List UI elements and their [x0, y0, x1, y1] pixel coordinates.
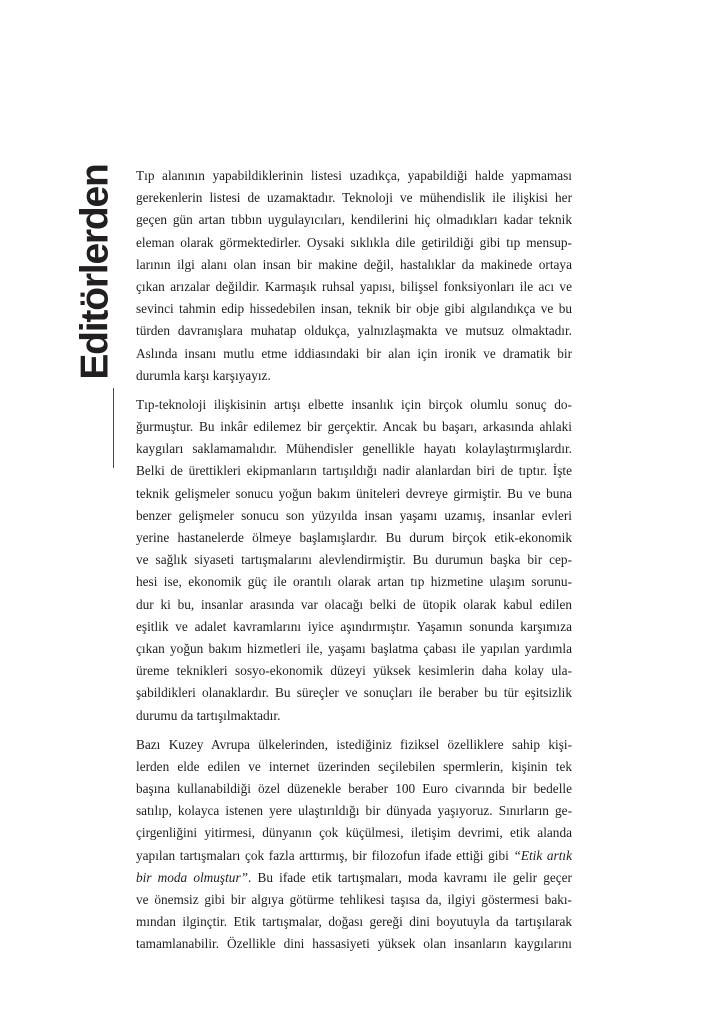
title-divider-rule	[113, 388, 114, 468]
text-line-with-quote-end	[136, 867, 572, 889]
quote-text-part2: bir moda olmuştur”	[136, 869, 249, 885]
text-line: hesi ise, ekonomik güç ile orantılı olarak artan tıp hizmetine ulaşım sorunu-	[136, 574, 572, 590]
text-line: mından ilginçtir. Etik tartışmalar, doğası gereği dini boyutuyla da tartışılarak	[136, 914, 572, 930]
text-line: eşitlik ve adalet kavramlarını iyice aşındırmıştır. Yaşamın sonunda karşımıza	[136, 618, 572, 634]
text-line: tamamlanabilir. Özellikle dini hassasiyeti yüksek olan insanların kaygılarını	[136, 936, 572, 952]
text-line: Belki de ürettikleri ekipmanların tartışıldığı nadir alanlardan biri de tıptır. İşte	[136, 463, 572, 479]
text-line: çıkan yoğun bakım hizmetleri ile, yaşamı başlatma çabası ile yapılan yardımla	[136, 640, 572, 656]
line-text: yapılan tartışmaları çok fazla arttırmış, bir filozofun ifade ettiği gibi	[136, 847, 514, 863]
body-text	[136, 165, 572, 963]
text-line: ğurmuştur. Bu inkâr edilemez bir gerçektir. Ancak bu başarı, arkasında ahlaki	[136, 419, 572, 435]
text-line: larının ilgi alanı olan insan bir makine değil, hastalıklar da makinede ortaya	[136, 256, 572, 272]
text-line: çıkan arızalar değildir. Karmaşık ruhsal yapısı, bilişsel fonksiyonları ile acı ve	[136, 278, 572, 294]
text-line: türden davranışlara muhatap oldukça, yalnızlaşmakta ve mutsuz olmaktadır.	[136, 323, 572, 339]
text-line: sevinci tahmin edip hissedebilen insan, teknik bir obje gibi algılandıkça ve bu	[136, 301, 572, 317]
section-title: Editörlerden	[73, 164, 117, 380]
text-line-with-quote-start	[136, 845, 572, 867]
paragraph-3	[136, 734, 572, 956]
text-line: satılıp, kolayca istenen yere ulaştırıldığı bir dünyada yaşıyoruz. Sınırların ge-	[136, 803, 572, 819]
text-line: Tıp alanının yapabildiklerinin listesi uzadıkça, yapabildiği halde yapmaması	[136, 168, 572, 183]
line-text: . Bu ifade etik tartışmaları, moda kavramı ile gelir geçer	[248, 869, 572, 885]
text-line: dur ki bu, insanlar arasında var olacağı belki de ütopik olarak kabul edilen	[136, 596, 572, 612]
text-line: çirgenliğini yitirmesi, dünyanın çok küçülmesi, iletişim devrimi, etik alanda	[136, 825, 572, 841]
text-line: teknik gelişmeler sonucu yoğun bakım üniteleri devreye girmiştir. Bu ve buna	[136, 485, 572, 501]
text-line: lerden elde edilen ve internet üzerinden seçilebilen spermlerin, kişinin tek	[136, 758, 572, 774]
paragraph-1	[136, 165, 572, 387]
text-line: Bazı Kuzey Avrupa ülkelerinden, istediğiniz fiziksel özelliklere sahip kişi-	[136, 736, 572, 752]
text-line: ve önemsiz gibi bir algıya götürme tehlikesi taşısa da, ilgiyi göstermesi bakı-	[136, 892, 572, 907]
text-line: Aslında insanı mutlu etme iddiasındaki bir alan için ironik ve dramatik bir	[136, 345, 572, 361]
text-line: şabildikleri olanaklardır. Bu süreçler ve sonuçları ile beraber bu tür eşitsizlik	[136, 685, 572, 701]
quote-text-part1: “Etik artık	[513, 847, 572, 863]
text-line: durumu da tartışılmaktadır.	[136, 707, 281, 723]
text-line: eleman olarak görmektedirler. Oysaki sıklıkla dile getirildiği gibi tıp mensup-	[136, 234, 572, 250]
section-title-vertical	[72, 164, 118, 380]
text-line: üreme teknikleri sosyo-ekonomik düzeyi yüksek kesimlerin daha kolay ula-	[136, 663, 572, 679]
paragraph-2	[136, 394, 572, 727]
text-line: gerekenlerin listesi de uzamaktadır. Teknoloji ve mühendislik ile ilişkisi her	[136, 190, 572, 206]
text-line: geçen gün artan tıbbın uygulayıcıları, kendilerini hiç olmadıkları kadar teknik	[136, 212, 572, 228]
text-line: yerine hastanelerde ölmeye başlamışlardır. Bu durum birçok etik-ekonomik	[136, 530, 572, 545]
text-line: durumla karşı karşıyayız.	[136, 367, 271, 383]
text-line: ve sağlık siyaseti tartışmalarını alevlendirmiştir. Bu durumun başka bir cep-	[136, 552, 572, 568]
text-line: benzer gelişmeler sonucu son yüzyılda insan yaşamı uzamış, insanlar evleri	[136, 507, 572, 523]
text-line: Tıp-teknoloji ilişkisinin artışı elbette insanlık için birçok olumlu sonuç do-	[136, 396, 572, 412]
text-line: başına kullanabildiği özel düzenekle beraber 100 Euro civarında bir bedelle	[136, 781, 572, 797]
text-line: kaygıları saklamamalıdır. Mühendisler genellikle hayatı kolaylaştırmışlardır.	[136, 441, 572, 457]
